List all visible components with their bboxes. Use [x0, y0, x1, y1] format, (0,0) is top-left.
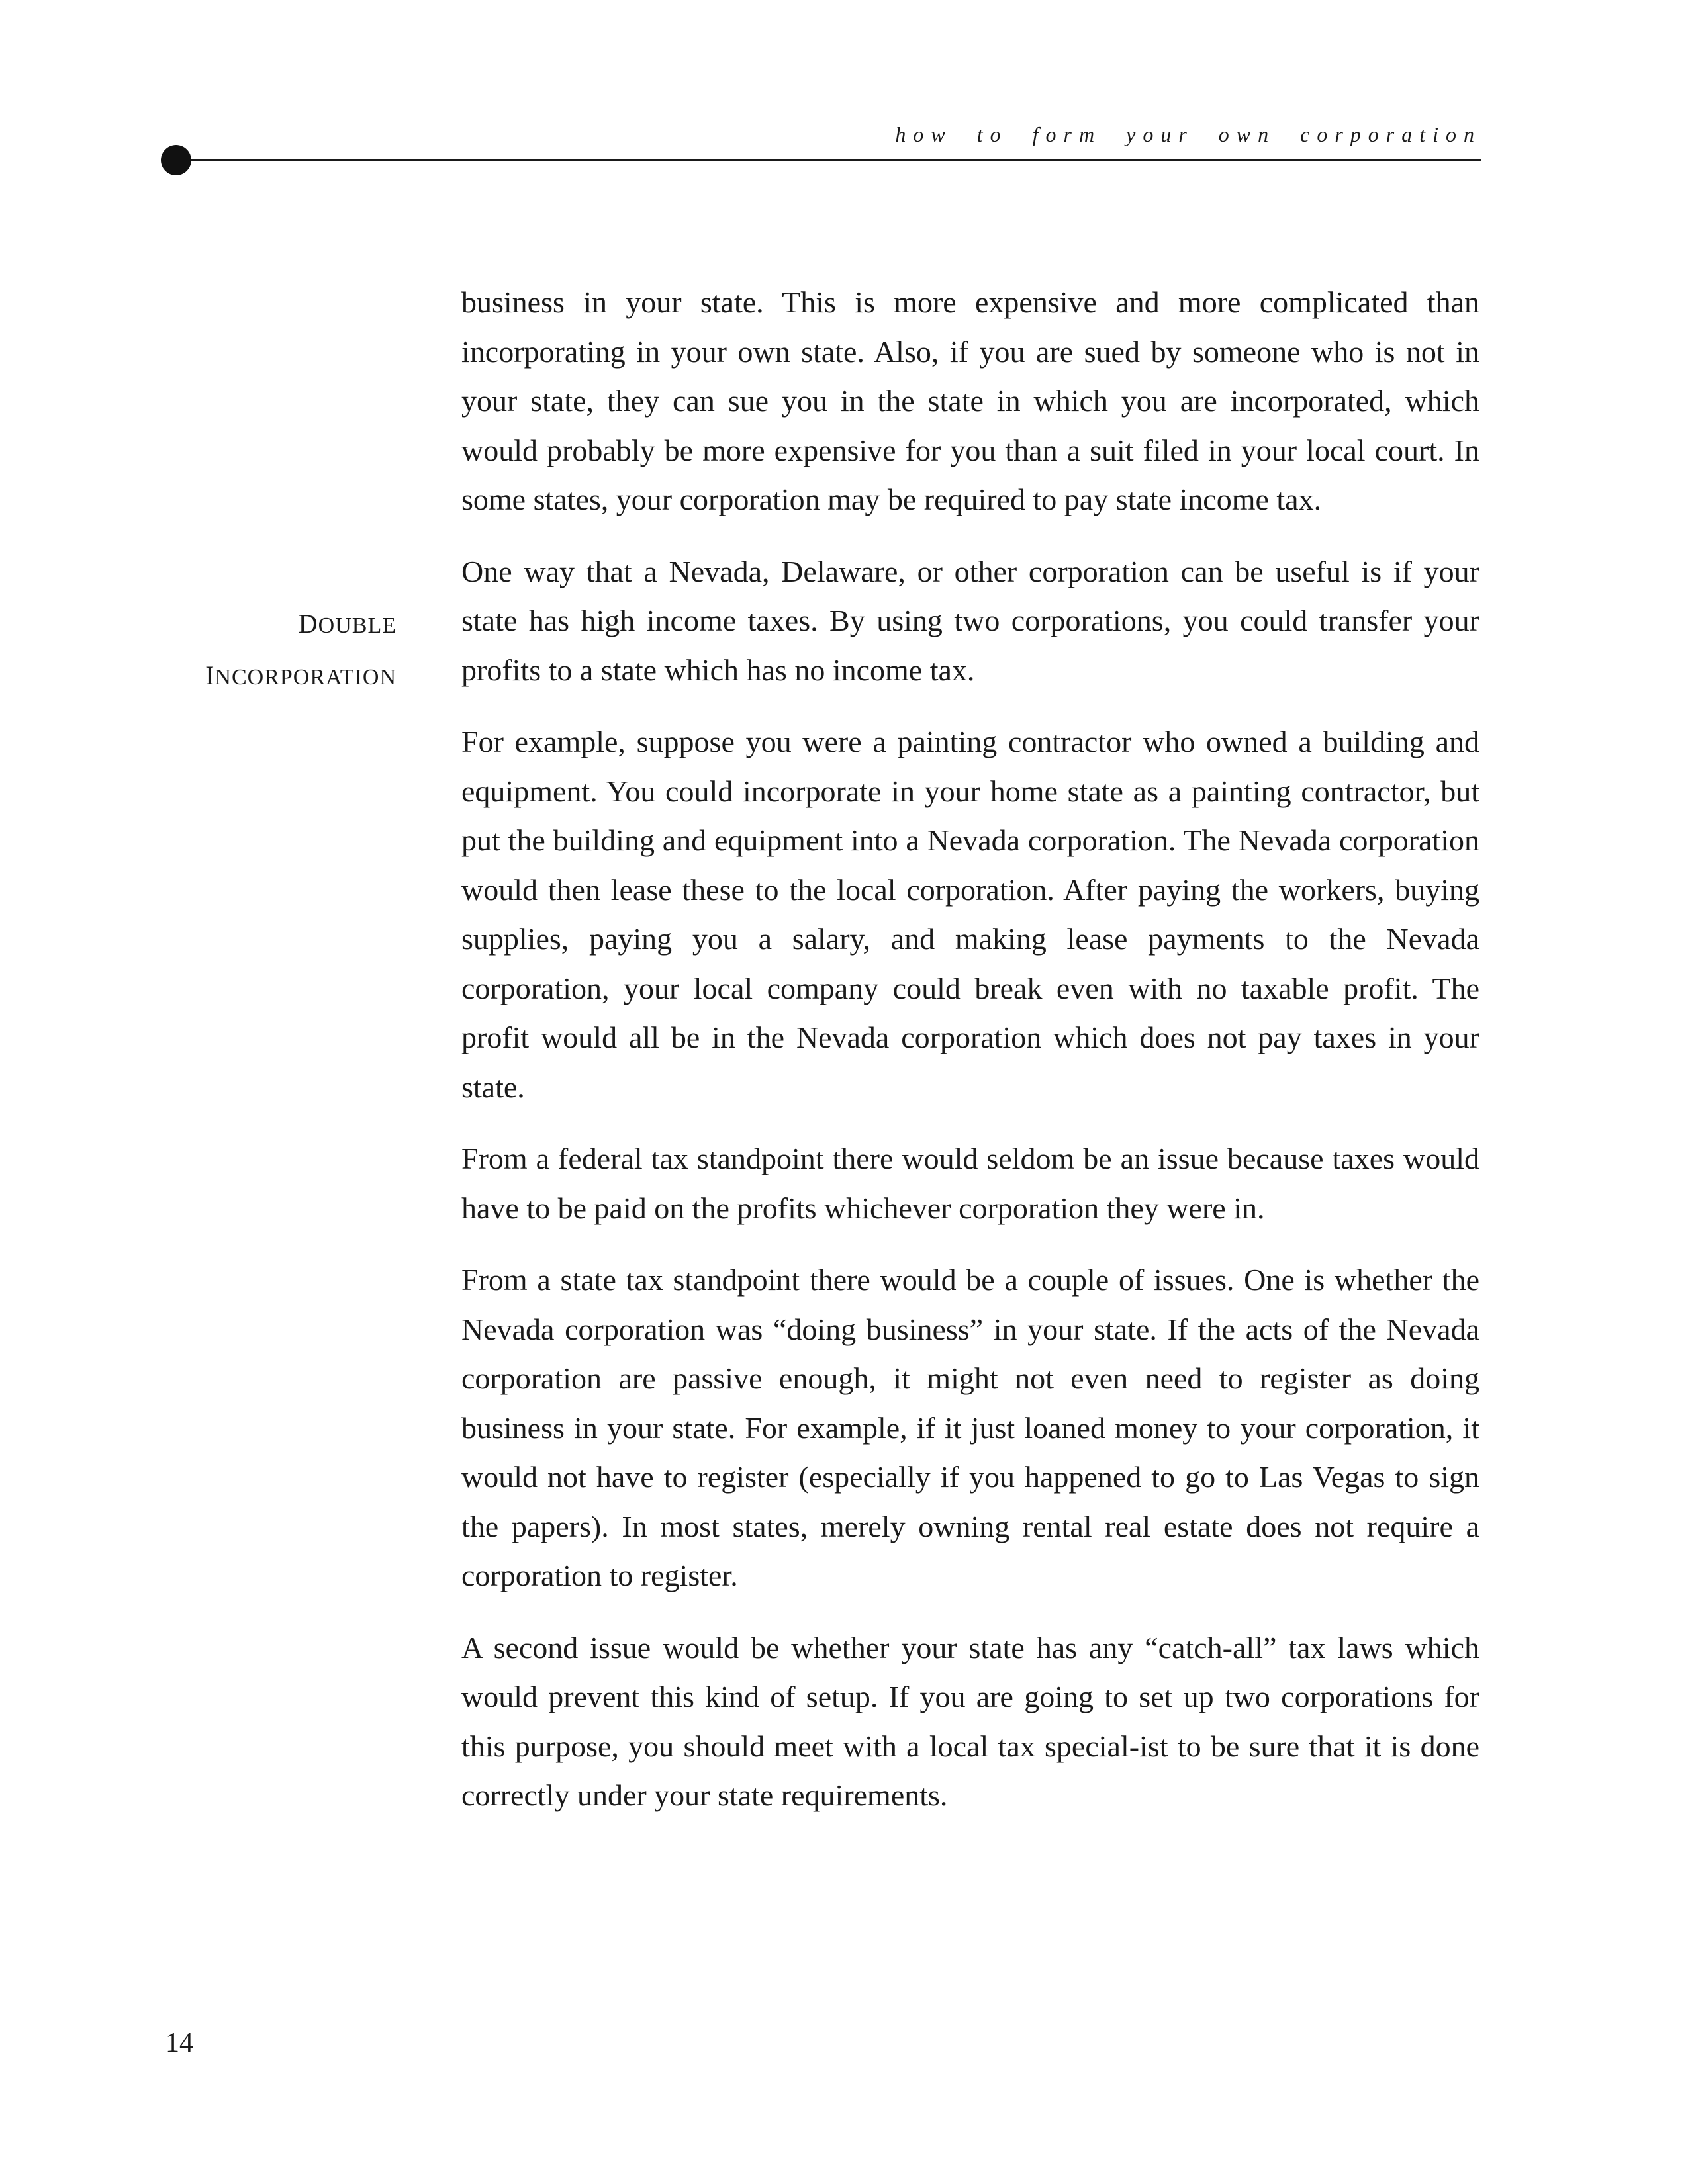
header-rule: [173, 159, 1481, 161]
side-heading-line-1-text: DOUBLE: [298, 609, 397, 639]
bullet-dot-icon: [161, 145, 191, 175]
side-heading-line-1: [205, 600, 397, 651]
paragraph-1: business in your state. This is more expensive and more complicated than incorporating in your own state. Also, if you are sued by someone who is not in your state, they can sue you in the state in which you are incorporated, which would probably be more expensive for you than a suit filed in your local court. In some states, your corporation may be required to pay state income tax.: [461, 285, 1479, 516]
paragraph-3: For example, suppose you were a painting contractor who owned a building and equipment. You could incorporate in your home state as a painting contractor, but put the building and equipment into a Nevada corporation. The Nevada corporation would then lease these to the local corporation. After paying the workers, buying supplies, paying you a salary, and making lease payments to the Nevada corporation, your local company could break even with no taxable profit. The profit would all be in the Nevada corporation which does not pay taxes in your state.: [461, 725, 1479, 1104]
page-number: 14: [165, 2028, 193, 2058]
running-head: how to form your own corporation: [895, 122, 1481, 146]
side-heading: [205, 600, 397, 702]
side-heading-line-2-text: INCORPORATION: [205, 660, 397, 690]
side-heading-line-2: [205, 651, 397, 703]
paragraph-5: From a state tax standpoint there would be a couple of issues. One is whether the Nevada corporation was “doing business” in your state. If the acts of the Nevada corporation are passive enough, it might not even need to register as doing business in your state. For example, if it just loaned money to your corporation, it would not have to register (especially if you happened to go to Las Vegas to sign the papers). In most states, merely owning rental real estate does not require a corporation to register.: [461, 1263, 1479, 1592]
paragraph-4: From a federal tax standpoint there would seldom be an issue because taxes would have to be paid on the profits whichever corporation they were in.: [461, 1142, 1479, 1225]
paragraph-6: A second issue would be whether your state has any “catch-all” tax laws which would prevent this kind of setup. If you are going to set up two corporations for this purpose, you should meet with a local tax special-ist to be sure that it is done correctly under your state requirements.: [461, 1630, 1479, 1812]
paragraph-2: One way that a Nevada, Delaware, or other corporation can be useful is if your state has high income taxes. By using two corporations, you could transfer your profits to a state which has no income tax.: [461, 554, 1479, 687]
body-text: [461, 278, 1479, 1843]
